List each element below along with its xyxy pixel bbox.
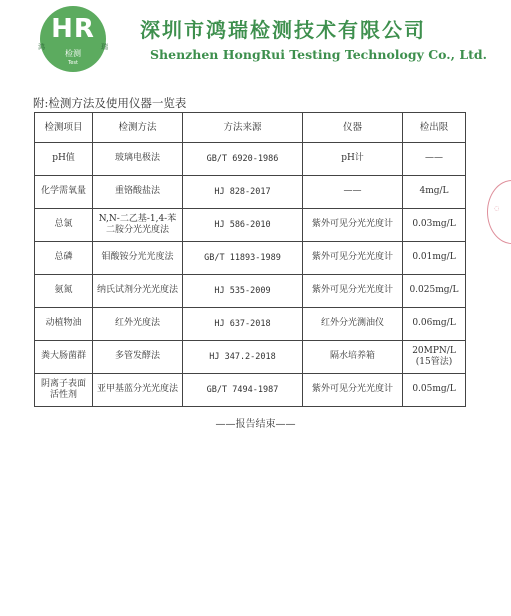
report-header (0, 0, 511, 78)
cell-source: HJ 586-2010 (183, 209, 303, 242)
cell-method: 亚甲基蓝分光光度法 (93, 374, 183, 407)
cell-method: N,N-二乙基-1,4-苯二胺分光光度法 (93, 209, 183, 242)
table-row (35, 308, 466, 341)
cell-item: pH值 (35, 143, 93, 176)
col-header-instrument: 仪器 (303, 113, 403, 143)
cell-limit: 0.06mg/L (403, 308, 466, 341)
col-header-item: 检测项目 (35, 113, 93, 143)
table-row (35, 374, 466, 407)
cell-limit: 4mg/L (403, 176, 466, 209)
table-row (35, 176, 466, 209)
logo-right-char: 瑞 (101, 43, 108, 51)
cell-limit: 0.01mg/L (403, 242, 466, 275)
cell-item: 总磷 (35, 242, 93, 275)
table-row (35, 242, 466, 275)
cell-instrument: 紫外可见分光光度计 (303, 374, 403, 407)
cell-method: 红外光度法 (93, 308, 183, 341)
red-seal-stamp (487, 180, 511, 244)
cell-source: HJ 637-2018 (183, 308, 303, 341)
cell-item: 粪大肠菌群 (35, 341, 93, 374)
col-header-source: 方法来源 (183, 113, 303, 143)
company-name-cn: 深圳市鸿瑞检测技术有限公司 (140, 18, 426, 42)
cell-instrument: 紫外可见分光光度计 (303, 209, 403, 242)
table-row (35, 275, 466, 308)
table-row (35, 341, 466, 374)
col-header-method: 检测方法 (93, 113, 183, 143)
cell-method: 玻璃电极法 (93, 143, 183, 176)
cell-source: HJ 828-2017 (183, 176, 303, 209)
cell-limit: —— (403, 143, 466, 176)
cell-instrument: 紫外可见分光光度计 (303, 275, 403, 308)
stamp-mark: ◌ (494, 205, 500, 212)
cell-item: 氨氮 (35, 275, 93, 308)
report-end: ——报告结束—— (215, 419, 296, 430)
cell-source: GB/T 6920-1986 (183, 143, 303, 176)
cell-item: 化学需氧量 (35, 176, 93, 209)
cell-item: 动植物油 (35, 308, 93, 341)
table-row (35, 209, 466, 242)
cell-instrument: 隔水培养箱 (303, 341, 403, 374)
logo-sub: 检测 (65, 49, 81, 58)
cell-limit: 0.05mg/L (403, 374, 466, 407)
table-header-row (35, 113, 466, 143)
cell-method: 纳氏试剂分光光度法 (93, 275, 183, 308)
cell-instrument: 紫外可见分光光度计 (303, 242, 403, 275)
cell-item: 总氯 (35, 209, 93, 242)
cell-limit: 20MPN/L (15管法) (403, 341, 466, 374)
cell-source: HJ 535-2009 (183, 275, 303, 308)
cell-method: 多管发酵法 (93, 341, 183, 374)
table-caption: 附:检测方法及使用仪器一览表 (33, 96, 187, 110)
cell-item: 阴离子表面活性剂 (35, 374, 93, 407)
logo-left-char: 鸿 (38, 43, 45, 51)
cell-limit: 0.03mg/L (403, 209, 466, 242)
cell-source: HJ 347.2-2018 (183, 341, 303, 374)
logo-en: Test (68, 60, 78, 66)
cell-limit: 0.025mg/L (403, 275, 466, 308)
methods-table (34, 112, 466, 407)
cell-instrument: —— (303, 176, 403, 209)
cell-method: 重铬酸盐法 (93, 176, 183, 209)
table-row (35, 143, 466, 176)
cell-instrument: 红外分光测油仪 (303, 308, 403, 341)
company-logo (40, 6, 106, 72)
company-name-en: Shenzhen HongRui Testing Technology Co., Ltd. (150, 47, 488, 62)
logo-text: HR (51, 14, 95, 44)
cell-instrument: pH计 (303, 143, 403, 176)
cell-method: 钼酸铵分光光度法 (93, 242, 183, 275)
cell-source: GB/T 7494-1987 (183, 374, 303, 407)
col-header-limit: 检出限 (403, 113, 466, 143)
cell-source: GB/T 11893-1989 (183, 242, 303, 275)
